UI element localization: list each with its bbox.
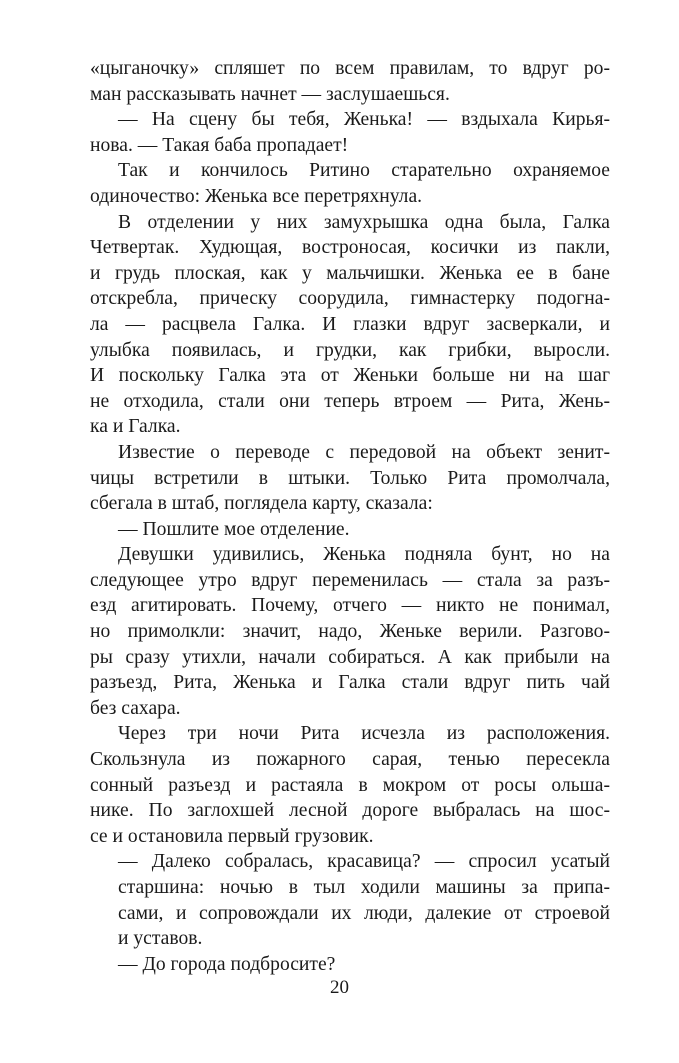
text-line: нике. По заглохшей лесной дороге выбралась на шос- xyxy=(90,800,610,822)
text-line: езд агитировать. Почему, отчего — никто не понимал, xyxy=(90,595,610,617)
text-line: И поскольку Галка эта от Женьки больше ни на шаг xyxy=(90,365,610,387)
page-body xyxy=(90,56,610,977)
text-line: ры сразу утихли, начали собираться. А как прибыли на xyxy=(90,646,610,668)
text-line: одиночество: Женька все перетряхнула. xyxy=(90,185,423,207)
text-line: отскребла, прическу соорудила, гимнастерку подогна- xyxy=(90,288,610,310)
text-line: сами, и сопровождали их люди, далекие от строевой xyxy=(118,902,610,924)
text-line: Через три ночи Рита исчезла из расположения. xyxy=(118,723,610,745)
text-line: нова. — Такая баба пропадает! xyxy=(90,134,349,156)
text-line: чицы встретили в штыки. Только Рита промолчала, xyxy=(90,467,610,489)
page-number: 20 xyxy=(330,977,349,998)
text-line: В отделении у них замухрышка одна была, Галка xyxy=(118,211,610,233)
text-line: старшина: ночью в тыл ходили машины за припа- xyxy=(118,877,610,898)
text-line: разъезд, Рита, Женька и Галка стали вдруг пить чай xyxy=(90,672,610,694)
text-line: ман рассказывать начнет — заслушаешься. xyxy=(90,83,450,105)
text-line: Скользнула из пожарного сарая, тенью пересекла xyxy=(90,749,610,771)
text-line: «цыганочку» спляшет по всем правилам, то вдруг ро- xyxy=(90,58,610,79)
text-line: — До города подбросите? xyxy=(118,953,336,975)
text-line: ла — расцвела Галка. И глазки вдруг засверкали, и xyxy=(90,313,610,335)
text-line: — Далеко собралась, красавица? — спросил усатый xyxy=(118,851,610,873)
text-line: и грудь плоская, как у мальчишки. Женька ее в бане xyxy=(90,262,610,284)
text-line: улыбка появилась, и грудки, как грибки, выросли. xyxy=(90,339,610,361)
text-line: — Пошлите мое отделение. xyxy=(118,518,350,540)
text-line: но примолкли: значит, надо, Женьке верили. Разгово- xyxy=(90,621,610,643)
text-line: без сахара. xyxy=(90,697,181,719)
text-line: Известие о переводе с передовой на объект зенит- xyxy=(118,441,610,463)
text-line: ка и Галка. xyxy=(90,416,181,438)
text-line: сонный разъезд и растаяла в мокром от росы ольша- xyxy=(90,774,610,796)
text-line: Девушки удивились, Женька подняла бунт, но на xyxy=(118,544,610,566)
text-line: не отходила, стали они теперь втроем — Рита, Жень- xyxy=(90,390,610,412)
text-line: следующее утро вдруг переменилась — стала за разъ- xyxy=(90,569,610,591)
text-line: Четвертак. Худющая, востроносая, косички из пакли, xyxy=(90,237,610,259)
text-line: — На сцену бы тебя, Женька! — вздыхала Кирья- xyxy=(118,109,610,131)
text-line: и уставов. xyxy=(118,928,203,950)
text-line: се и остановила первый грузовик. xyxy=(90,825,374,847)
text-line: Так и кончилось Ритино старательно охраняемое xyxy=(118,160,610,182)
text-line: сбегала в штаб, поглядела карту, сказала: xyxy=(90,493,433,515)
